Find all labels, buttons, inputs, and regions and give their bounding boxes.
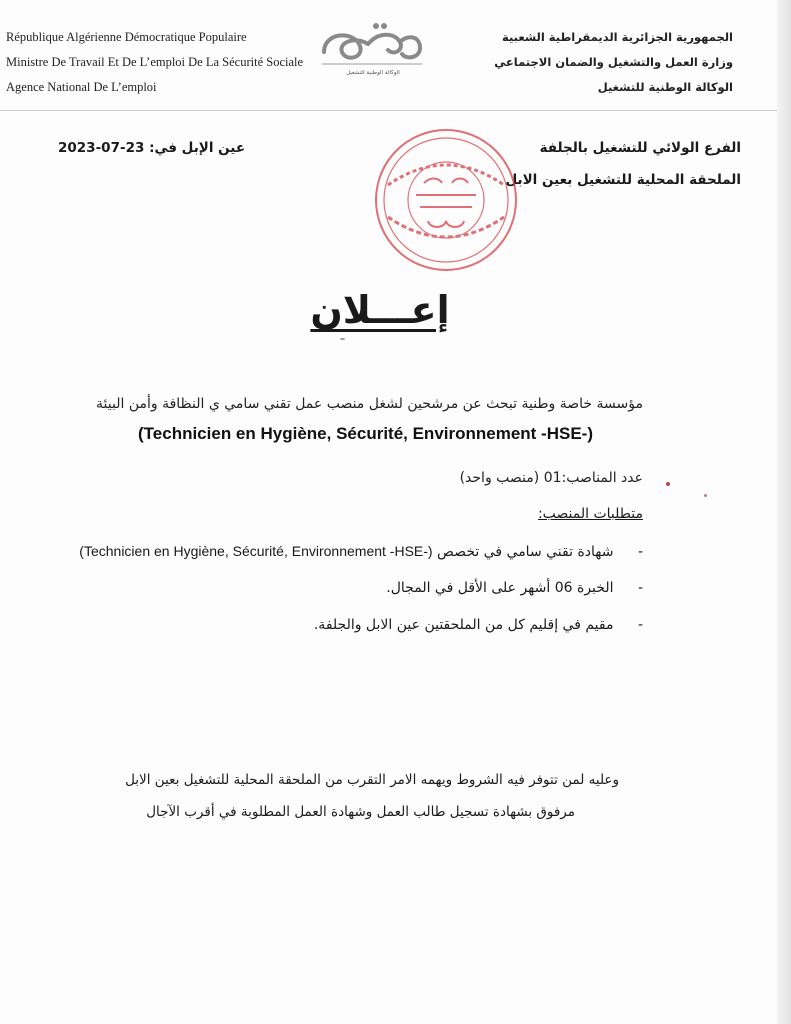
closing-line-2: مرفوق بشهادة تسجيل طالب العمل وشهادة العمل المطلوبة في أقرب الآجال (146, 804, 575, 820)
requirement-text: الخبرة 06 أشهر على الأقل في المجال. (386, 580, 614, 596)
requirement-item (79, 543, 643, 560)
ink-speck (704, 494, 707, 497)
requirement-item (386, 580, 643, 596)
header-fr-line-2: Ministre De Travail Et De L’emploi De La Sécurité Sociale (6, 55, 304, 69)
position-title-fr: (Technicien en Hygiène, Sécurité, Environnement -HSE-) (138, 424, 593, 443)
scan-edge-shadow (777, 0, 791, 1024)
requirement-text: مقيم في إقليم كل من الملحقتين عين الابل والجلفة. (313, 617, 614, 633)
date-value: 2023-07-23 (58, 140, 145, 156)
intro-text: مؤسسة خاصة وطنية تبحث عن مرشحين لشغل منصب عمل تقني سامي ي النظافة وأمن البيئة (96, 396, 643, 412)
bullet-mark: - (637, 617, 643, 633)
bullet-mark: - (637, 544, 643, 560)
header-fr-line-3: Agence National De L’emploi (6, 80, 157, 94)
ink-speck (666, 482, 670, 486)
positions-count: عدد المناصب:01 (منصب واحد) (459, 470, 643, 486)
requirement-text-fr: (Technicien en Hygiène, Sécurité, Environnement -HSE-) (79, 543, 433, 559)
requirement-item (314, 617, 643, 633)
bullet-mark: - (637, 580, 643, 596)
header-ar-line-1: الجمهورية الجزائرية الديمقراطية الشعبية (501, 30, 733, 44)
header-ar-line-2: وزارة العمل والتشغيل والضمان الاجتماعي (494, 55, 733, 69)
date-label: عين الإبل في: (149, 140, 246, 156)
official-stamp (358, 125, 534, 275)
logo-caption: الوكالة الوطنية للتشغيل (346, 70, 400, 76)
date-line (58, 140, 245, 156)
header-divider (0, 110, 777, 111)
header-ar-line-3: الوكالة الوطنية للتشغيل (597, 80, 733, 94)
ink-speck (340, 338, 345, 340)
header-fr-line-1: République Algérienne Démocratique Populaire (6, 30, 247, 44)
requirement-text: شهادة تقني سامي في تخصص (437, 544, 614, 560)
announcement-title: إعـــلان (310, 288, 450, 332)
branch-line-2: الملحقة المحلية للتشغيل بعين الابل (505, 172, 741, 188)
requirements-heading: متطلبات المنصب: (537, 506, 643, 522)
branch-line-1: الفرع الولائي للتشغيل بالجلفة (539, 140, 741, 156)
closing-line-1: وعليه لمن تتوفر فيه الشروط ويهمه الامر التقرب من الملحقة المحلية للتشغيل بعين الابل (125, 772, 619, 788)
